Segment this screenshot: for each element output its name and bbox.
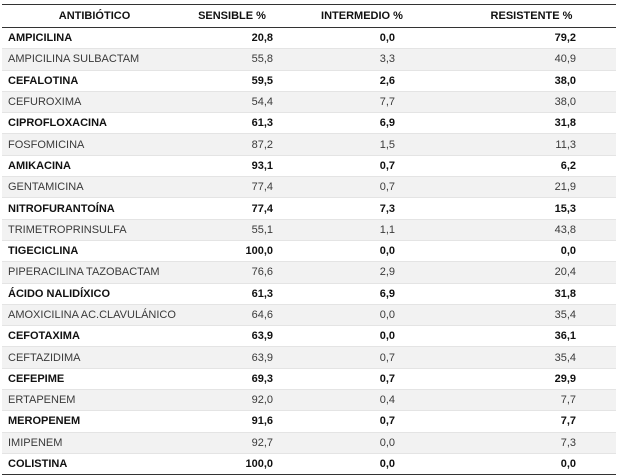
antibiotic-name-cell: ÁCIDO NALIDÍXICO: [2, 283, 187, 304]
sensitive-value-cell: 100,0: [187, 453, 277, 474]
sensitive-value-cell: 61,3: [187, 283, 277, 304]
sensitive-value-cell: 64,6: [187, 304, 277, 325]
sensitive-value-cell: 92,7: [187, 432, 277, 453]
table-row: [2, 262, 616, 283]
resistant-value-cell: 15,3: [447, 198, 616, 219]
table-row: [2, 347, 616, 368]
resistant-value-cell: 0,0: [447, 240, 616, 261]
intermediate-value-cell: 0,7: [277, 368, 447, 389]
table-row: [2, 198, 616, 219]
resistant-value-cell: 6,2: [447, 155, 616, 176]
table-row: [2, 49, 616, 70]
resistant-value-cell: 0,0: [447, 453, 616, 474]
table-row: [2, 155, 616, 176]
resistant-value-cell: 7,3: [447, 432, 616, 453]
sensitive-value-cell: 91,6: [187, 411, 277, 432]
sensitive-value-cell: 100,0: [187, 240, 277, 261]
antibiotic-name-cell: AMOXICILINA AC.CLAVULÁNICO: [2, 304, 187, 325]
intermediate-value-cell: 1,1: [277, 219, 447, 240]
sensitive-value-cell: 63,9: [187, 347, 277, 368]
header-antibiotic: ANTIBIÓTICO: [2, 5, 187, 28]
resistant-value-cell: 20,4: [447, 262, 616, 283]
table-row: [2, 113, 616, 134]
table-row: [2, 304, 616, 325]
sensitive-value-cell: 77,4: [187, 198, 277, 219]
sensitive-value-cell: 61,3: [187, 113, 277, 134]
antibiotic-name-cell: PIPERACILINA TAZOBACTAM: [2, 262, 187, 283]
table-row: [2, 453, 616, 474]
resistant-value-cell: 38,0: [447, 91, 616, 112]
table-row: [2, 134, 616, 155]
sensitive-value-cell: 20,8: [187, 28, 277, 49]
resistant-value-cell: 36,1: [447, 326, 616, 347]
header-sensitive: SENSIBLE %: [187, 5, 277, 28]
resistant-value-cell: 21,9: [447, 177, 616, 198]
sensitive-value-cell: 63,9: [187, 326, 277, 347]
antibiotic-name-cell: TIGECICLINA: [2, 240, 187, 261]
intermediate-value-cell: 6,9: [277, 283, 447, 304]
table-row: [2, 390, 616, 411]
antibiotic-resistance-table: [2, 4, 616, 475]
resistant-value-cell: 7,7: [447, 390, 616, 411]
intermediate-value-cell: 0,0: [277, 240, 447, 261]
antibiotic-name-cell: CEFOTAXIMA: [2, 326, 187, 347]
intermediate-value-cell: 6,9: [277, 113, 447, 134]
resistant-value-cell: 7,7: [447, 411, 616, 432]
sensitive-value-cell: 92,0: [187, 390, 277, 411]
antibiotic-name-cell: CEFALOTINA: [2, 70, 187, 91]
resistant-value-cell: 43,8: [447, 219, 616, 240]
resistant-value-cell: 11,3: [447, 134, 616, 155]
resistant-value-cell: 35,4: [447, 347, 616, 368]
antibiotic-name-cell: MEROPENEM: [2, 411, 187, 432]
resistant-value-cell: 31,8: [447, 283, 616, 304]
table-row: [2, 432, 616, 453]
intermediate-value-cell: 0,7: [277, 177, 447, 198]
sensitive-value-cell: 93,1: [187, 155, 277, 176]
antibiotic-name-cell: GENTAMICINA: [2, 177, 187, 198]
intermediate-value-cell: 0,7: [277, 155, 447, 176]
header-row: [2, 5, 616, 28]
table-row: [2, 177, 616, 198]
resistant-value-cell: 79,2: [447, 28, 616, 49]
antibiotic-name-cell: CEFEPIME: [2, 368, 187, 389]
antibiotic-name-cell: AMPICILINA SULBACTAM: [2, 49, 187, 70]
resistant-value-cell: 35,4: [447, 304, 616, 325]
header-intermediate: INTERMEDIO %: [277, 5, 447, 28]
antibiotic-name-cell: COLISTINA: [2, 453, 187, 474]
antibiotic-name-cell: ERTAPENEM: [2, 390, 187, 411]
sensitive-value-cell: 69,3: [187, 368, 277, 389]
antibiotic-name-cell: NITROFURANTOÍNA: [2, 198, 187, 219]
resistant-value-cell: 31,8: [447, 113, 616, 134]
antibiotic-name-cell: CEFTAZIDIMA: [2, 347, 187, 368]
intermediate-value-cell: 0,0: [277, 304, 447, 325]
intermediate-value-cell: 3,3: [277, 49, 447, 70]
intermediate-value-cell: 0,0: [277, 326, 447, 347]
table-row: [2, 70, 616, 91]
sensitive-value-cell: 77,4: [187, 177, 277, 198]
table-row: [2, 219, 616, 240]
intermediate-value-cell: 0,7: [277, 347, 447, 368]
sensitive-value-cell: 55,1: [187, 219, 277, 240]
intermediate-value-cell: 7,7: [277, 91, 447, 112]
antibiotic-name-cell: AMPICILINA: [2, 28, 187, 49]
intermediate-value-cell: 0,0: [277, 432, 447, 453]
intermediate-value-cell: 0,4: [277, 390, 447, 411]
intermediate-value-cell: 2,9: [277, 262, 447, 283]
antibiotic-name-cell: TRIMETROPRINSULFA: [2, 219, 187, 240]
header-resistant: RESISTENTE %: [447, 5, 616, 28]
table-row: [2, 91, 616, 112]
intermediate-value-cell: 2,6: [277, 70, 447, 91]
resistant-value-cell: 40,9: [447, 49, 616, 70]
intermediate-value-cell: 1,5: [277, 134, 447, 155]
sensitive-value-cell: 76,6: [187, 262, 277, 283]
antibiotic-name-cell: CEFUROXIMA: [2, 91, 187, 112]
resistant-value-cell: 38,0: [447, 70, 616, 91]
table-row: [2, 240, 616, 261]
sensitive-value-cell: 87,2: [187, 134, 277, 155]
table-body: [2, 28, 616, 475]
table-row: [2, 283, 616, 304]
resistant-value-cell: 29,9: [447, 368, 616, 389]
table-header: [2, 5, 616, 28]
antibiotic-name-cell: CIPROFLOXACINA: [2, 113, 187, 134]
sensitive-value-cell: 59,5: [187, 70, 277, 91]
antibiotic-name-cell: FOSFOMICINA: [2, 134, 187, 155]
antibiotic-name-cell: IMIPENEM: [2, 432, 187, 453]
intermediate-value-cell: 7,3: [277, 198, 447, 219]
table-row: [2, 28, 616, 49]
intermediate-value-cell: 0,0: [277, 28, 447, 49]
intermediate-value-cell: 0,0: [277, 453, 447, 474]
table-row: [2, 368, 616, 389]
table-row: [2, 326, 616, 347]
sensitive-value-cell: 54,4: [187, 91, 277, 112]
sensitive-value-cell: 55,8: [187, 49, 277, 70]
table-row: [2, 411, 616, 432]
antibiotic-name-cell: AMIKACINA: [2, 155, 187, 176]
intermediate-value-cell: 0,7: [277, 411, 447, 432]
